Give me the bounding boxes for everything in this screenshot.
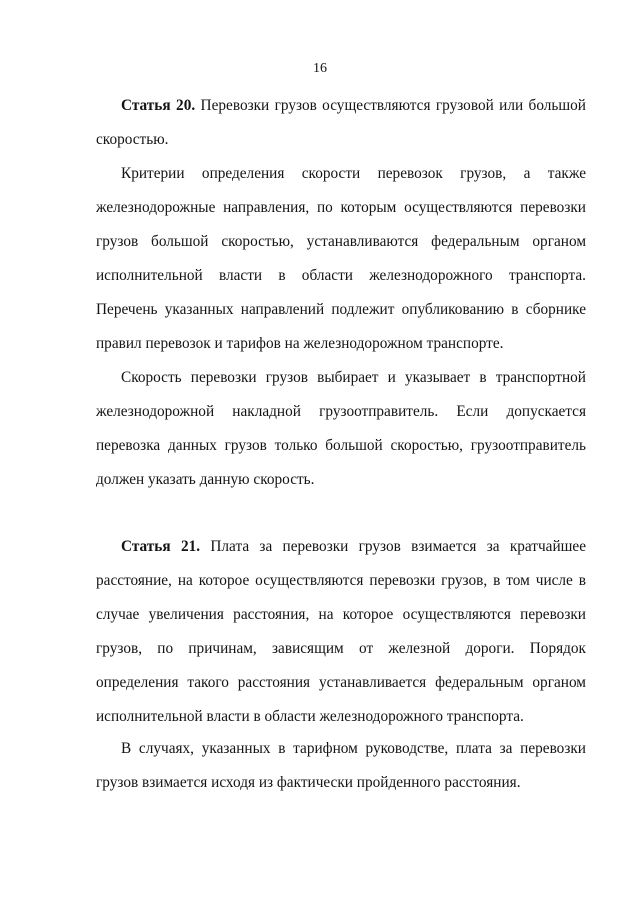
article-20-criteria-paragraph: Критерии определения скорости перевозок грузов, а также железнодорожные направления, по которым осуществляются перевозки грузов большой скоростью, устанавливаются федеральным органом исполнительной власти в области железнодорожного транспорта. Перечень указанных направлений подлежит опубликованию в сборнике правил перевозок и тарифов на железнодорожном транспорте.: [96, 165, 586, 352]
article-20-paragraph: [96, 89, 586, 157]
article-20-heading: Статья 20.: [121, 97, 196, 114]
article-21-lead-text: Плата за перевозки грузов взимается за кратчайшее расстояние, на которое осуществляются перевозки грузов, в том числе в случае увеличения расстояния, на которое осуществляются перевозки грузов, по причинам, зависящим от железной дороги. Порядок определения такого расстояния устанавливается федеральным органом исполнительной власти в области железнодорожного транспорта.: [96, 538, 586, 725]
article-21-paragraph: [96, 530, 586, 734]
page-number: 16: [313, 61, 327, 76]
article-20-speed-choice-paragraph: Скорость перевозки грузов выбирает и указывает в транспортной железнодорожной накладной грузоотправитель. Если допускается перевозка данных грузов только большой скоростью, грузоотправитель должен указать данную скорость.: [96, 369, 586, 488]
article-20-lead-text: Перевозки грузов осуществляются грузовой или большой скоростью.: [96, 97, 586, 148]
article-21-heading: Статья 21.: [121, 538, 201, 555]
article-21-actual-distance-paragraph: В случаях, указанных в тарифном руководстве, плата за перевозки грузов взимается исходя из фактически пройденного расстояния.: [96, 740, 586, 791]
